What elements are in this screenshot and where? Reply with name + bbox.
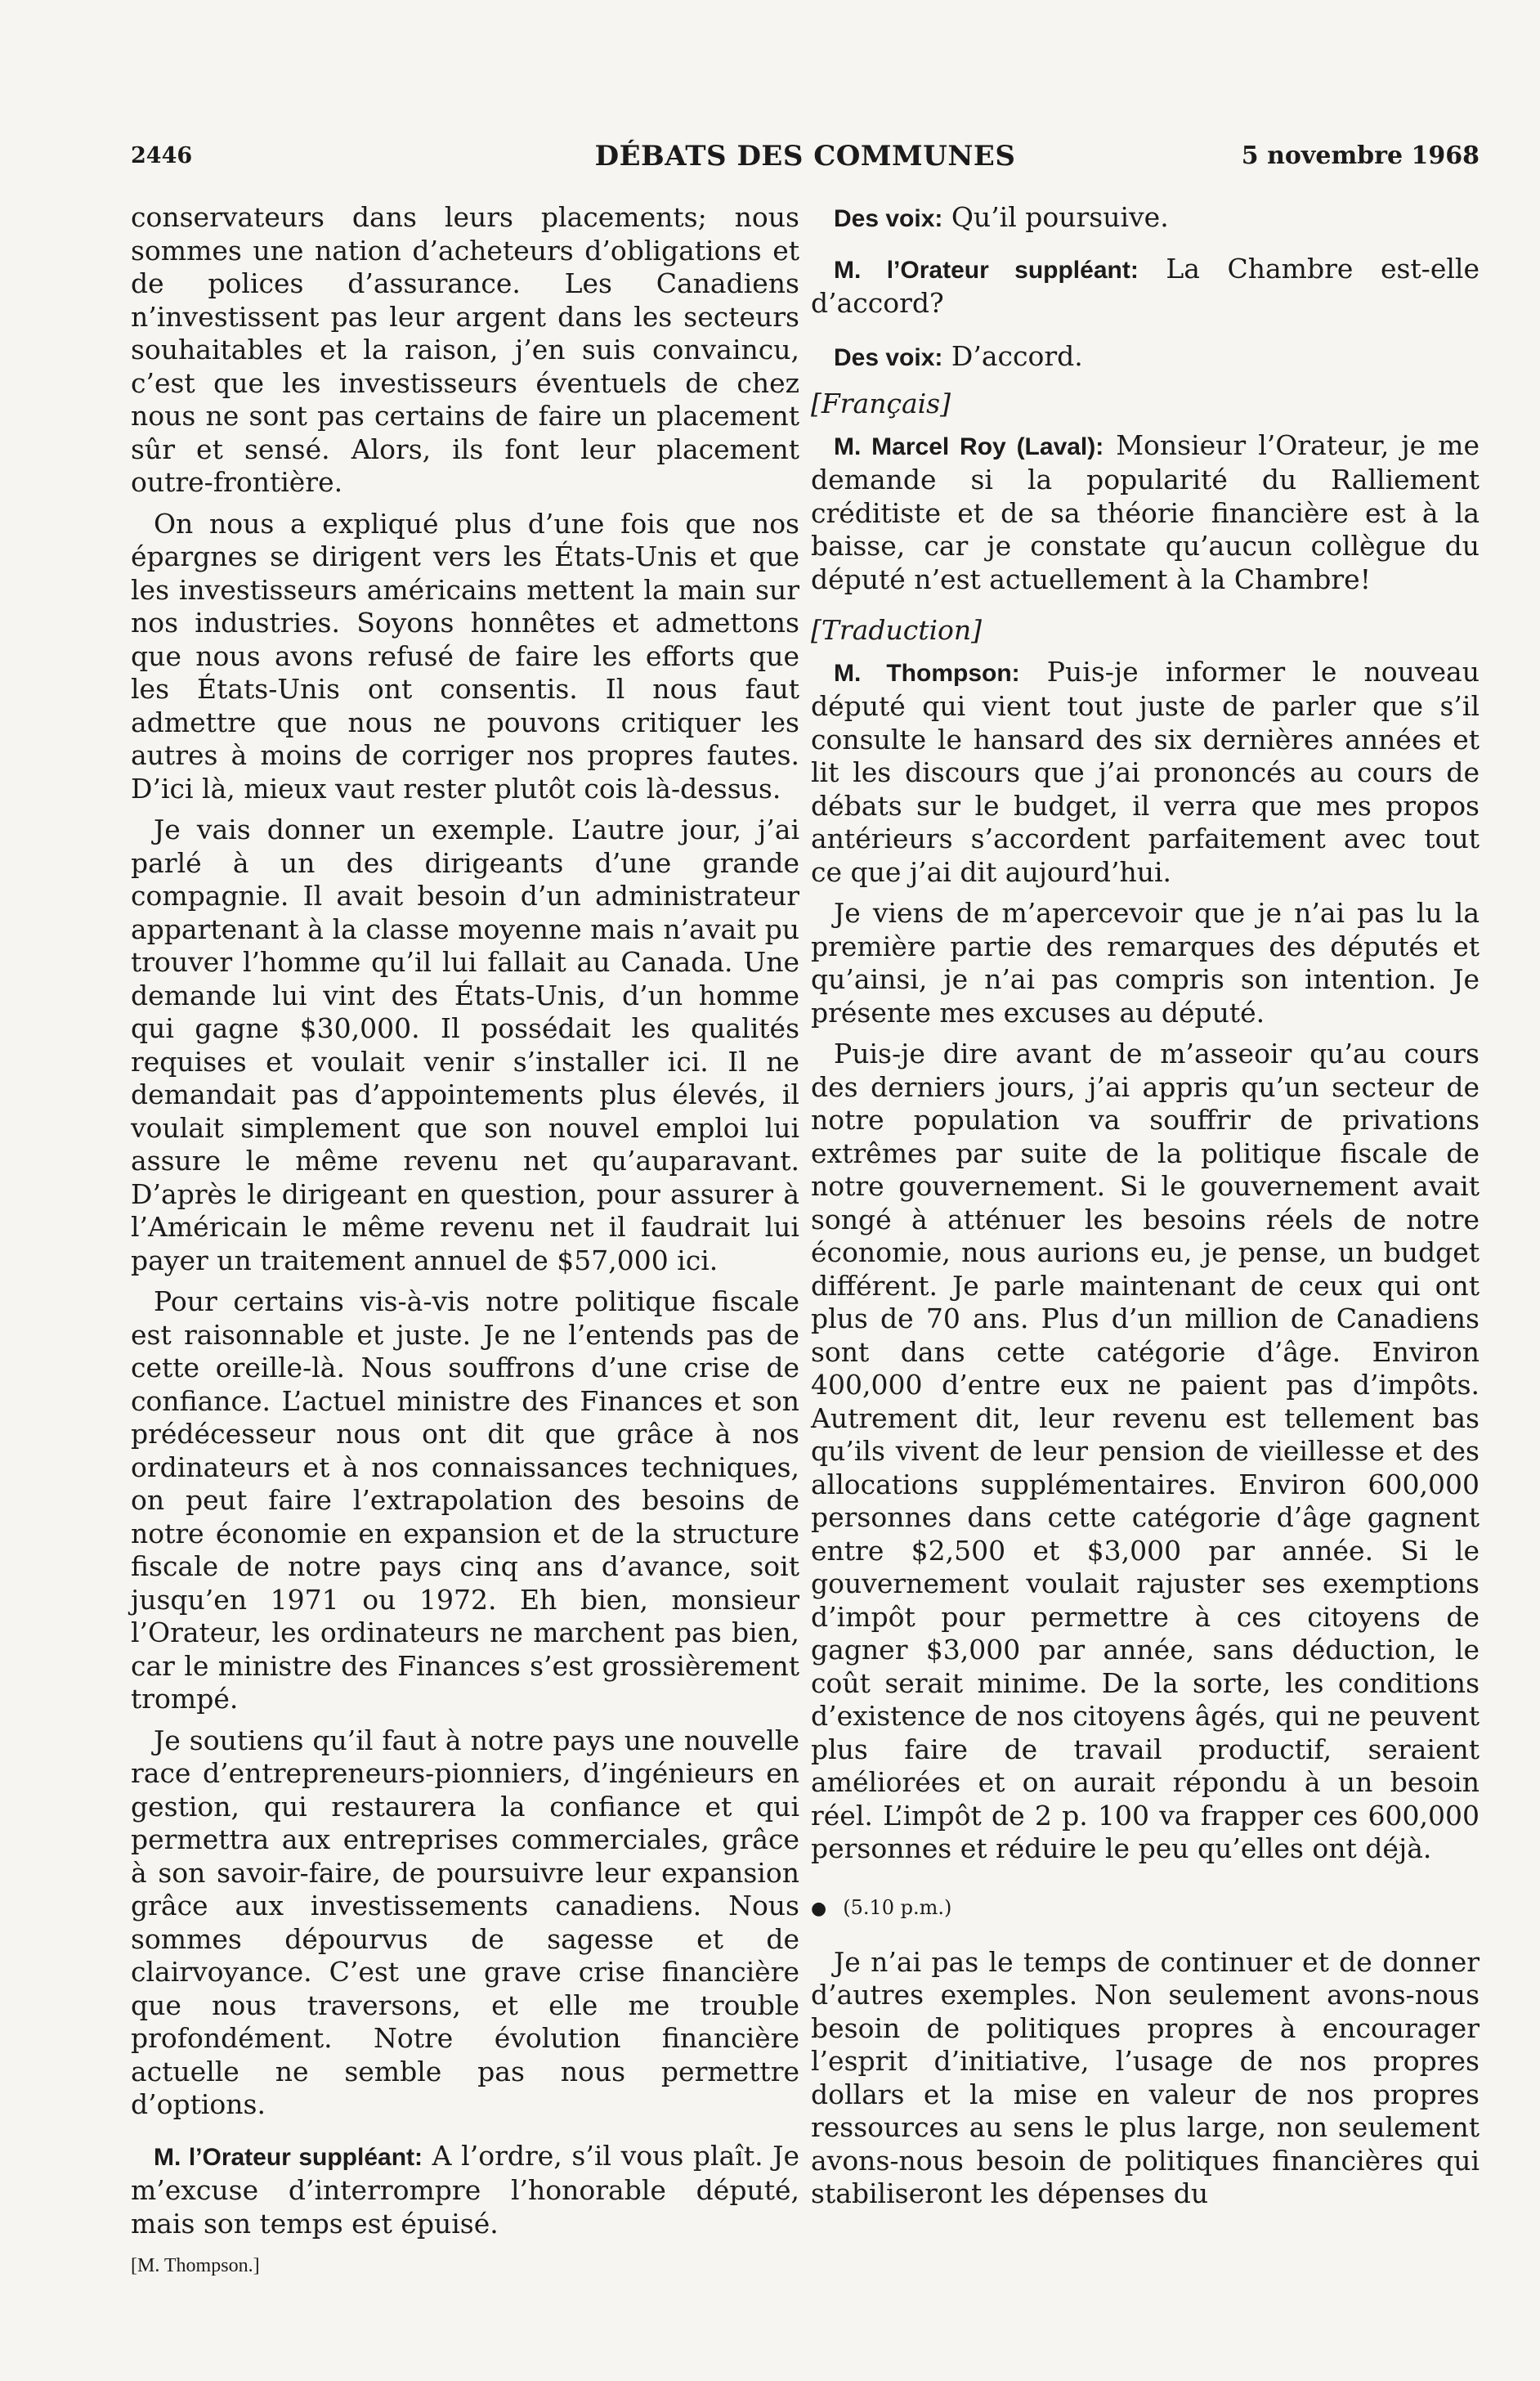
speaker-name: M. Marcel Roy (Laval): (834, 433, 1104, 460)
speaker-name: M. l’Orateur suppléant: (834, 256, 1139, 284)
speech-paragraph (811, 656, 1480, 890)
speaker-name: M. Thompson: (834, 659, 1020, 687)
speech-paragraph (131, 2140, 799, 2241)
speech-text: A l’ordre, s’il vous plaît. Je m’excuse d’interrompre l’honorable député, mais son temps est épuisé. (131, 2139, 799, 2240)
paragraph: Pour certains vis-à-vis notre politique fiscale est raisonnable et juste. Je ne l’entends pas de cette oreille-là. Nous souffrons d’une crise de confiance. L’actuel ministre des Finances et son prédécesseur nous ont dit que grâce à nos ordinateurs et à nos connaissances techniques, on peut faire l’extrapolation des besoins de notre économie en expansion et de la structure fiscale de notre pays cinq ans d’avance, soit jusqu’en 1971 ou 1972. Eh bien, monsieur l’Orateur, les ordinateurs ne marchent pas bien, car le ministre des Finances s’est grossièrement trompé. (131, 1285, 799, 1715)
paragraph: Puis-je dire avant de m’asseoir qu’au cours des derniers jours, j’ai appris qu’un secteur de notre population va souffrir de privations extrêmes par suite de la politique fiscale de notre gouvernement. Si le gouvernement avait songé à atténuer les besoins réels de notre économie, nous aurions eu, je pense, un budget différent. Je parle maintenant de ceux qui ont plus de 70 ans. Plus d’un million de Canadiens sont dans cette catégorie d’âge. Environ 400,000 d’entre eux ne paient pas d’impôts. Autrement dit, leur revenu est tellement bas qu’ils vivent de leur pension de vieillesse et des allocations supplémentaires. Environ 600,000 personnes dans cette catégorie d’âge gagnent entre $2,500 et $3,000 par année. Si le gouvernement voulait rajuster ses exemptions d’impôt pour permettre à ces citoyens de gagner $3,000 par année, sans déduction, le coût serait minime. De la sorte, les conditions d’existence de nos citoyens âgés, qui ne peuvent plus faire de travail productif, seraient améliorées et on aurait répondu à un besoin réel. L’impôt de 2 p. 100 va frapper ces 600,000 personnes et réduire le peu qu’elles ont déjà. (811, 1038, 1480, 1864)
speech-text: Monsieur l’Orateur, je me demande si la popularité du Ralliement créditiste et de sa théorie financière est à la baisse, car je constate qu’aucun collègue du député n’est actuellement à la Chambre! (811, 428, 1480, 595)
speech-text: D’accord. (942, 339, 1083, 372)
timestamp (811, 1895, 1480, 1921)
paragraph: Je viens de m’apercevoir que je n’ai pas lu la première partie des remarques des députés et qu’ainsi, je n’ai pas compris son intention. Je présente mes excuses au député. (811, 897, 1480, 1029)
page-date: 5 novembre 1968 (1241, 141, 1480, 170)
speech-paragraph (811, 253, 1480, 321)
speech-text: La Chambre est-elle d’accord? (811, 252, 1480, 319)
speech-paragraph (811, 429, 1480, 597)
paragraph: Je n’ai pas le temps de continuer et de donner d’autres exemples. Non seulement avons-nous besoin de politiques propres à encourager l’esprit d’initiative, l’usage de nos propres dollars et la mise en valeur de nos propres ressources au sens le plus large, non seulement avons-nous besoin de politiques financières qui stabiliseront les dépenses du (811, 1945, 1480, 2209)
right-column (811, 201, 1480, 2219)
speaker-name: Des voix: (834, 343, 943, 371)
paragraph: Je soutiens qu’il faut à notre pays une nouvelle race d’entrepreneurs-pionniers, d’ingénieurs en gestion, qui restaurera la confiance et qui permettra aux entreprises commerciales, grâce à son savoir-faire, de poursuivre leur expansion grâce aux investissements canadiens. Nous sommes dépourvus de sagesse et de clairvoyance. C’est une grave crise financière que nous traversons, et elle me trouble profondément. Notre évolution financière actuelle ne semble pas nous permettre d’options. (131, 1724, 799, 2120)
bullet-icon: ● (811, 1898, 827, 1919)
left-column (131, 201, 799, 2277)
paragraph: Je vais donner un exemple. L’autre jour, j’ai parlé à un des dirigeants d’une grande compagnie. Il avait besoin d’un administrateur appartenant à la classe moyenne mais n’avait pu trouver l’homme qu’il lui fallait au Canada. Une demande lui vint des États-Unis, d’un homme qui gagne $30,000. Il possédait les qualités requises et voulait venir s’installer ici. Il ne demandait pas d’appointements plus élevés, il voulait simplement que son nouvel emploi lui assure le même revenu net qu’auparavant. D’après le dirigeant en question, pour assurer à l’Américain le même revenu net il faudrait lui payer un traitement annuel de $57,000 ici. (131, 814, 799, 1276)
speech-text: Puis-je informer le nouveau député qui vient tout juste de parler que s’il consulte le hansard des six dernières années et lit les discours que j’ai prononcés au cours de débats sur le budget, il verra que mes propos antérieurs s’accordent parfaitement avec tout ce que j’ai dit aujourd’hui. (811, 655, 1480, 888)
paragraph: conservateurs dans leurs placements; nous sommes une nation d’acheteurs d’obligations et de polices d’assurance. Les Canadiens n’investissent pas leur argent dans les secteurs souhaitables et la raison, j’en suis convaincu, c’est que les investisseurs éventuels de chez nous ne sont pas certains de faire un placement sûr et sensé. Alors, ils font leur placement outre-frontière. (131, 201, 799, 498)
language-marker: [Traduction] (811, 614, 983, 646)
timestamp-text: (5.10 p.m.) (843, 1895, 952, 1919)
page-title: DÉBATS DES COMMUNES (594, 140, 1016, 173)
column-footer-speaker: [M. Thompson.] (131, 2255, 260, 2276)
speaker-name: M. l’Orateur suppléant: (154, 2143, 423, 2171)
speech-text: Qu’il poursuive. (942, 201, 1169, 233)
speech-paragraph (811, 201, 1480, 236)
speaker-name: Des voix: (834, 205, 943, 232)
speech-paragraph (811, 340, 1480, 375)
paragraph: On nous a expliqué plus d’une fois que nos épargnes se dirigent vers les États-Unis et que les investisseurs américains mettent la main sur nos industries. Soyons honnêtes et admettons que nous avons refusé de faire les efforts que les États-Unis ont consentis. Il nous faut admettre que nous ne pouvons critiquer les autres à moins de corriger nos propres fautes. D’ici là, mieux vaut rester plutôt cois là-dessus. (131, 507, 799, 805)
page-header (131, 135, 1480, 184)
page-number: 2446 (131, 143, 193, 168)
language-marker: [Français] (811, 388, 951, 419)
